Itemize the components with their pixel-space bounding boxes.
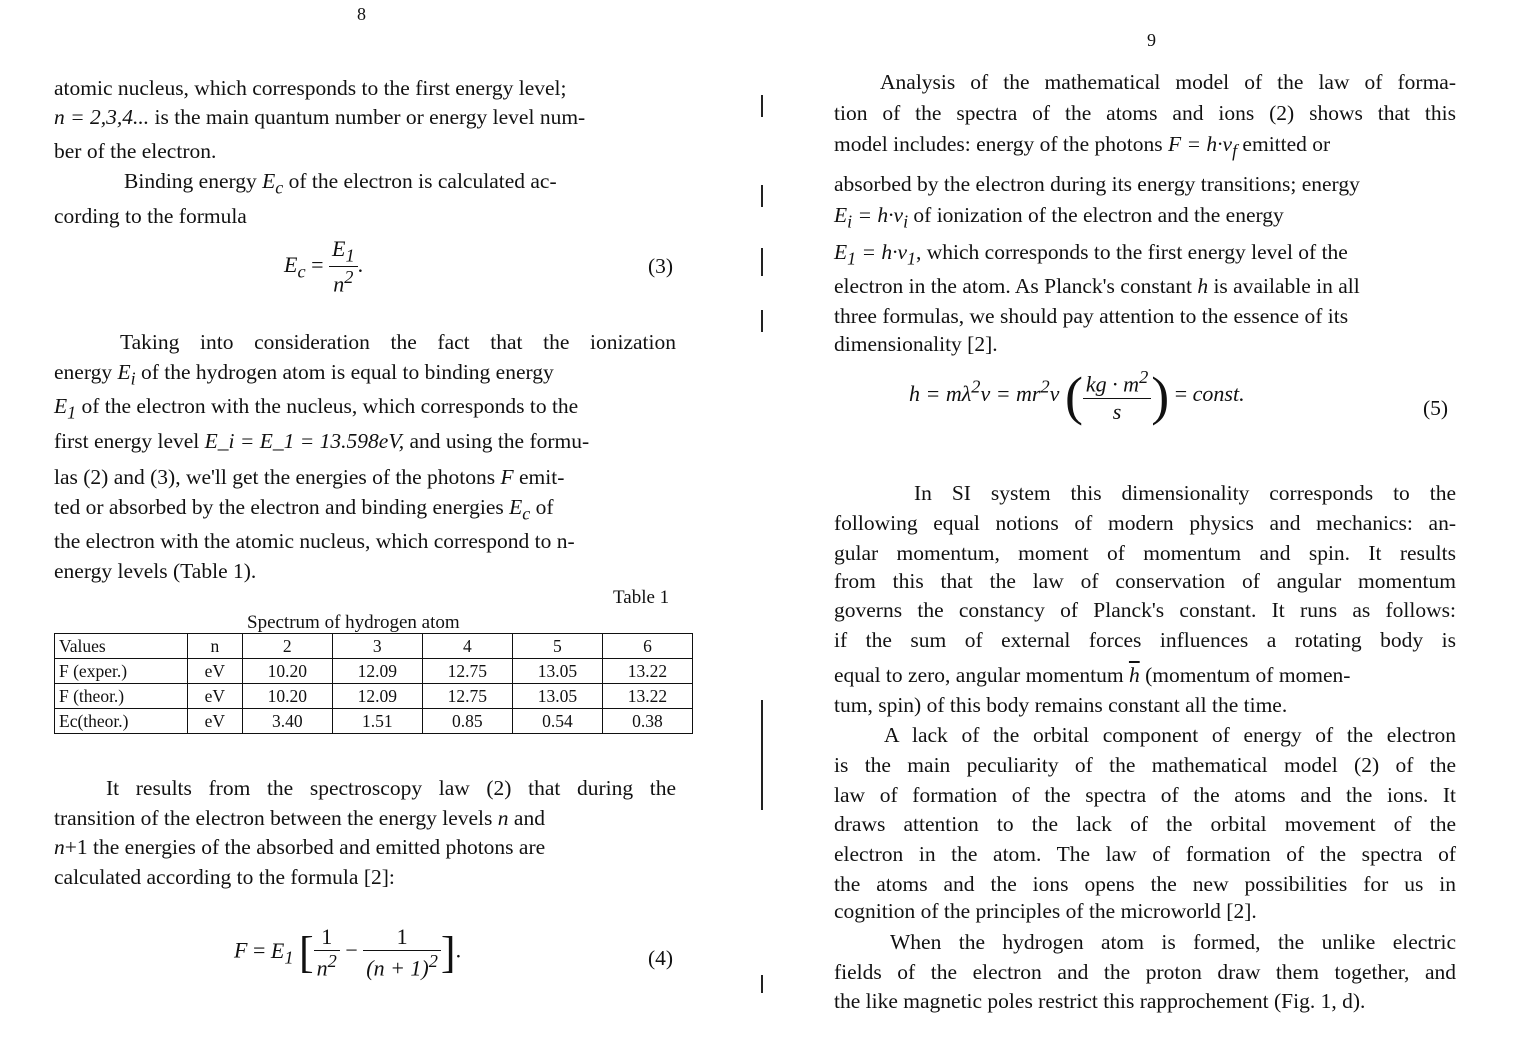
text-line: $E_1 = h\cdot\nu_1$, which corresponds to the first energy level of the [834, 240, 1348, 269]
text-line: absorbed by the electron during its energy transitions; energy [834, 172, 1360, 196]
table-row [55, 709, 693, 734]
text-line: the atoms and the ions opens the new possibilities for us in [834, 872, 1456, 896]
table-cell: Ec(theor.) [55, 709, 188, 734]
table-cell: eV [188, 659, 243, 684]
table-cell: 12.75 [422, 659, 512, 684]
table-cell: 3 [332, 634, 422, 659]
text-line: from this that the law of conservation of angular momentum [834, 569, 1456, 593]
text-line: In SI system this dimensionality corresponds to the [914, 481, 1456, 505]
page-number-right: 9 [1147, 30, 1156, 50]
text-line: A lack of the orbital component of energy of the electron [884, 723, 1456, 747]
table-cell: 12.09 [332, 659, 422, 684]
text-line: n = 2,3,4... is the main quantum number or energy level num- [54, 105, 586, 129]
page-number-left: 8 [357, 4, 366, 24]
text-line: $E_i = h\cdot\nu_i$ of ionization of the electron and the energy [834, 203, 1284, 232]
table-cell: 0.54 [512, 709, 602, 734]
text-line: draws attention to the lack of the orbital movement of the [834, 812, 1456, 836]
table-cell: Values [55, 634, 188, 659]
equation-number: (5) [1423, 396, 1449, 420]
table-cell: 4 [422, 634, 512, 659]
table-cell: 2 [242, 634, 332, 659]
right-page [757, 0, 1514, 1056]
table-header-row [55, 634, 693, 659]
text-line: three formulas, we should pay attention to the essence of its [834, 304, 1349, 328]
text-line: n+1 the energies of the absorbed and emitted photons are [54, 835, 546, 859]
table-row [55, 659, 693, 684]
table-cell: 13.05 [512, 684, 602, 709]
text-line: fields of the electron and the proton draw them together, and [834, 960, 1456, 984]
text-line: if the sum of external forces influences a rotating body is [834, 628, 1456, 652]
table-label: Table 1 [613, 587, 670, 608]
text-line: tion of the spectra of the atoms and ions (2) shows that this [834, 101, 1456, 125]
text-line: cognition of the principles of the microworld [2]. [834, 899, 1257, 923]
text-line: law of formation of the spectra of the atoms and the ions. It [834, 783, 1456, 807]
table-cell: 1.51 [332, 709, 422, 734]
equation-number: (4) [648, 946, 674, 970]
table-cell: 3.40 [242, 709, 332, 734]
text-line: It results from the spectroscopy law (2) that during the [106, 776, 676, 800]
text-line: following equal notions of modern physics and mechanics: an- [834, 511, 1456, 535]
text-line: energy levels (Table 1). [54, 559, 257, 583]
text-line: When the hydrogen atom is formed, the unlike electric [890, 930, 1456, 954]
table-cell: 13.05 [512, 659, 602, 684]
equation-3: $E_c$ = $\frac{E_1}{n^2}$ . [284, 236, 364, 297]
text-line: ted or absorbed by the electron and binding energies $E_c$ of [54, 495, 554, 524]
table-cell: 10.20 [242, 684, 332, 709]
spectrum-table [54, 633, 693, 734]
table-cell: F (theor.) [55, 684, 188, 709]
equation-number: (3) [648, 254, 674, 278]
text-line: equal to zero, angular momentum $\overline{h}$ (momentum of momen- [834, 663, 1351, 687]
table-cell: 5 [512, 634, 602, 659]
text-line: model includes: energy of the photons $F = h\cdot\nu_f$ emitted or [834, 132, 1331, 161]
text-line: Taking into consideration the fact that the ionization [120, 330, 676, 354]
table-cell: F (exper.) [55, 659, 188, 684]
table-cell: 12.09 [332, 684, 422, 709]
text-line: electron in the atom. As Planck's constant h is available in all [834, 274, 1360, 298]
table-cell: 12.75 [422, 684, 512, 709]
table-title: Spectrum of hydrogen atom [247, 612, 460, 633]
text-line: atomic nucleus, which corresponds to the first energy level; [54, 76, 567, 100]
math-n-values: n = 2,3,4... [54, 105, 150, 129]
text-line: las (2) and (3), we'll get the energies of the photons F emit- [54, 465, 565, 489]
text-line: ber of the electron. [54, 139, 217, 163]
text-line: gular momentum, moment of momentum and spin. It results [834, 541, 1456, 565]
table-cell: 0.85 [422, 709, 512, 734]
equation-5: $h = m\lambda^2\nu = mr^2\nu$ ( $\frac{kg \cdot m^2}{s}$ ) = const. [909, 366, 1245, 426]
text-line: transition of the electron between the energy levels n and [54, 806, 545, 830]
text-line: $E_1$ of the electron with the nucleus, which corresponds to the [54, 394, 579, 423]
text-line: Binding energy $E_c$ of the electron is calculated ac- [124, 169, 557, 198]
text-line: Analysis of the mathematical model of the law of forma- [880, 70, 1456, 94]
table-cell: 10.20 [242, 659, 332, 684]
text-line: cording to the formula [54, 204, 247, 228]
equation-4: $F = E_1$ [ $\frac{1}{n^2}$ − $\frac{1}{(n + 1)^2}$ ]. [234, 924, 462, 981]
text-line: the like magnetic poles restrict this rapprochement (Fig. 1, d). [834, 989, 1366, 1013]
text-line: first energy level E_i = E_1 = 13.598eV, and using the formu- [54, 429, 590, 453]
table-cell: eV [188, 684, 243, 709]
text-line: the electron with the atomic nucleus, which correspond to n- [54, 529, 575, 553]
table-cell: eV [188, 709, 243, 734]
text-line: dimensionality [2]. [834, 332, 998, 356]
text-line: electron in the atom. The law of formation of the spectra of [834, 842, 1456, 866]
text-line: energy $E_i$ of the hydrogen atom is equal to binding energy [54, 360, 554, 389]
table-cell: 0.38 [602, 709, 692, 734]
text-line: calculated according to the formula [2]: [54, 865, 395, 889]
table-cell: n [188, 634, 243, 659]
table-cell: 13.22 [602, 659, 692, 684]
text-line: governs the constancy of Planck's constant. It runs as follows: [834, 598, 1456, 622]
text-line: tum, spin) of this body remains constant all the time. [834, 693, 1288, 717]
table-row [55, 684, 693, 709]
table-cell: 6 [602, 634, 692, 659]
text-line: is the main peculiarity of the mathematical model (2) of the [834, 753, 1456, 777]
table-cell: 13.22 [602, 684, 692, 709]
